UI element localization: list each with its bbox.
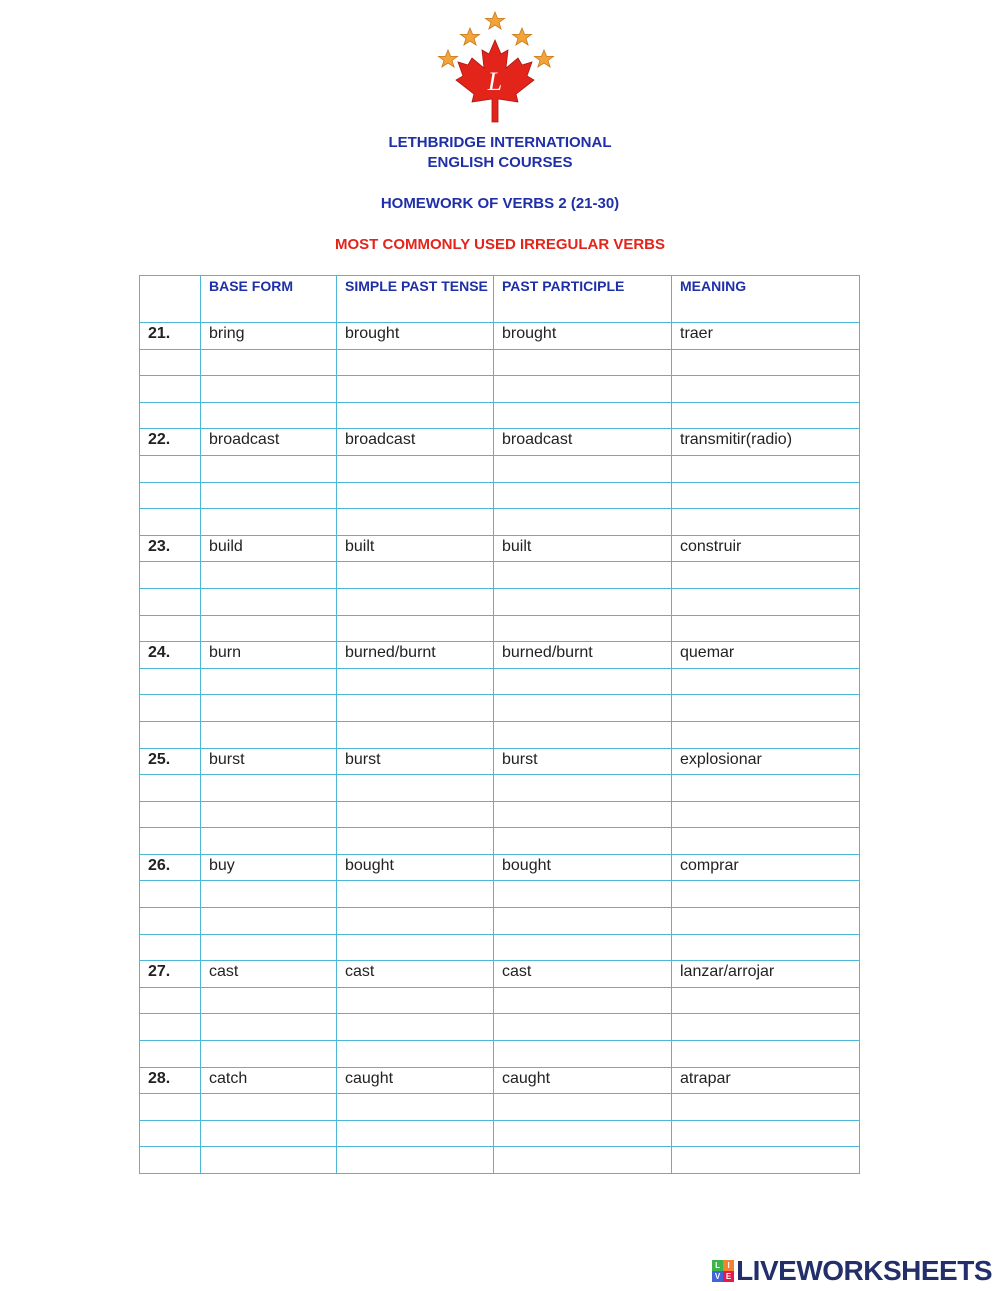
star-icon [535,50,554,67]
blank-cell[interactable] [337,881,494,908]
school-name [0,133,1000,173]
column-header-past-participle: PAST PARTICIPLE [494,276,672,323]
blank-cell[interactable] [494,828,672,855]
blank-cell[interactable] [337,588,494,615]
blank-cell[interactable] [201,801,337,828]
blank-cell[interactable] [337,482,494,509]
blank-cell [140,1120,201,1147]
table-row [140,854,860,881]
table-row [140,535,860,562]
column-header-base-form: BASE FORM [201,276,337,323]
blank-cell [140,1094,201,1121]
blank-cell[interactable] [672,775,860,802]
school-name-line2: ENGLISH COURSES [427,154,573,171]
blank-cell[interactable] [337,402,494,429]
blank-cell[interactable] [201,775,337,802]
blank-cell[interactable] [201,588,337,615]
blank-cell[interactable] [672,455,860,482]
blank-writing-row [140,455,860,482]
blank-cell[interactable] [201,828,337,855]
meaning-cell: lanzar/arrojar [672,961,860,988]
blank-cell[interactable] [201,482,337,509]
simple-past-cell: caught [337,1067,494,1094]
verb-number: 23. [140,535,201,562]
blank-writing-row [140,668,860,695]
blank-cell[interactable] [672,615,860,642]
blank-writing-row [140,828,860,855]
meaning-cell: traer [672,323,860,350]
simple-past-cell: bought [337,854,494,881]
star-icon [513,28,532,45]
badge-letter: I [723,1260,734,1271]
base-form-cell: burn [201,642,337,669]
blank-cell[interactable] [201,1094,337,1121]
badge-letter: L [712,1260,723,1271]
past-participle-cell: built [494,535,672,562]
liveworksheets-text: LIVEWORKSHEETS [736,1255,992,1286]
blank-cell[interactable] [337,1147,494,1174]
blank-cell [140,588,201,615]
blank-writing-row [140,881,860,908]
blank-cell[interactable] [337,908,494,935]
blank-cell[interactable] [201,934,337,961]
past-participle-cell: caught [494,1067,672,1094]
blank-cell[interactable] [672,402,860,429]
blank-cell[interactable] [337,615,494,642]
blank-cell[interactable] [672,801,860,828]
blank-cell[interactable] [672,509,860,536]
blank-cell [140,987,201,1014]
blank-cell[interactable] [494,1041,672,1068]
blank-cell[interactable] [494,1147,672,1174]
blank-writing-row [140,721,860,748]
simple-past-cell: burst [337,748,494,775]
past-participle-cell: bought [494,854,672,881]
meaning-cell: comprar [672,854,860,881]
blank-cell[interactable] [201,615,337,642]
meaning-cell: transmitir(radio) [672,429,860,456]
blank-cell [140,376,201,403]
table-row [140,642,860,669]
blank-cell [140,562,201,589]
liveworksheets-badge-icon [712,1260,734,1282]
homework-title: HOMEWORK OF VERBS 2 (21-30) [380,195,620,212]
table-row [140,748,860,775]
blank-cell[interactable] [201,695,337,722]
blank-cell[interactable] [672,349,860,376]
verb-number: 24. [140,642,201,669]
logo-letter: L [487,67,503,96]
blank-cell[interactable] [494,349,672,376]
blank-cell[interactable] [494,695,672,722]
blank-writing-row [140,562,860,589]
blank-cell[interactable] [672,562,860,589]
blank-writing-row [140,615,860,642]
blank-writing-row [140,1041,860,1068]
column-header-simple-past: SIMPLE PAST TENSE [337,276,494,323]
blank-cell [140,695,201,722]
blank-cell[interactable] [201,1014,337,1041]
blank-cell[interactable] [337,695,494,722]
blank-cell[interactable] [201,402,337,429]
blank-cell[interactable] [672,376,860,403]
blank-cell[interactable] [672,1120,860,1147]
simple-past-cell: cast [337,961,494,988]
past-participle-cell: burst [494,748,672,775]
blank-cell[interactable] [494,615,672,642]
base-form-cell: burst [201,748,337,775]
blank-cell[interactable] [672,695,860,722]
blank-cell[interactable] [672,1014,860,1041]
blank-cell[interactable] [201,1041,337,1068]
past-participle-cell: broadcast [494,429,672,456]
blank-cell[interactable] [201,349,337,376]
blank-cell[interactable] [672,1041,860,1068]
blank-cell [140,828,201,855]
blank-cell[interactable] [337,455,494,482]
blank-cell[interactable] [337,562,494,589]
meaning-cell: atrapar [672,1067,860,1094]
blank-cell [140,934,201,961]
table-header-row [140,276,860,323]
blank-cell[interactable] [337,1041,494,1068]
blank-cell[interactable] [337,1094,494,1121]
blank-cell[interactable] [337,987,494,1014]
blank-cell [140,881,201,908]
blank-writing-row [140,1120,860,1147]
blank-cell[interactable] [201,668,337,695]
simple-past-cell: brought [337,323,494,350]
blank-cell[interactable] [494,801,672,828]
verb-number: 21. [140,323,201,350]
blank-cell [140,721,201,748]
base-form-cell: catch [201,1067,337,1094]
simple-past-cell: broadcast [337,429,494,456]
blank-cell[interactable] [337,349,494,376]
blank-cell[interactable] [494,1094,672,1121]
base-form-cell: cast [201,961,337,988]
blank-cell [140,615,201,642]
blank-writing-row [140,482,860,509]
blank-writing-row [140,1147,860,1174]
blank-cell [140,482,201,509]
blank-writing-row [140,402,860,429]
verb-number: 22. [140,429,201,456]
blank-cell[interactable] [494,987,672,1014]
blank-cell [140,402,201,429]
blank-cell[interactable] [672,721,860,748]
meaning-cell: construir [672,535,860,562]
blank-cell[interactable] [494,455,672,482]
blank-cell [140,455,201,482]
past-participle-cell: brought [494,323,672,350]
base-form-cell: broadcast [201,429,337,456]
blank-cell[interactable] [672,482,860,509]
blank-cell[interactable] [494,934,672,961]
blank-cell[interactable] [672,1094,860,1121]
blank-cell[interactable] [201,1147,337,1174]
blank-writing-row [140,908,860,935]
blank-cell [140,668,201,695]
blank-cell[interactable] [494,376,672,403]
blank-writing-row [140,695,860,722]
blank-cell[interactable] [494,881,672,908]
table-row [140,429,860,456]
blank-writing-row [140,987,860,1014]
blank-writing-row [140,588,860,615]
blank-cell[interactable] [337,775,494,802]
blank-cell[interactable] [672,881,860,908]
blank-cell[interactable] [337,721,494,748]
blank-cell[interactable] [494,588,672,615]
blank-cell[interactable] [672,987,860,1014]
blank-cell[interactable] [201,509,337,536]
table-row [140,1067,860,1094]
blank-writing-row [140,349,860,376]
blank-writing-row [140,509,860,536]
simple-past-cell: built [337,535,494,562]
blank-cell[interactable] [201,881,337,908]
blank-cell[interactable] [201,987,337,1014]
blank-cell[interactable] [201,1120,337,1147]
blank-cell [140,509,201,536]
star-icon [439,50,458,67]
blank-cell [140,1147,201,1174]
meaning-cell: explosionar [672,748,860,775]
blank-cell[interactable] [494,908,672,935]
blank-cell[interactable] [494,402,672,429]
verb-number: 26. [140,854,201,881]
blank-writing-row [140,801,860,828]
past-participle-cell: cast [494,961,672,988]
blank-cell[interactable] [337,509,494,536]
verbs-table-body [140,323,860,1174]
blank-cell[interactable] [672,668,860,695]
table-row [140,323,860,350]
blank-cell[interactable] [201,376,337,403]
blank-cell[interactable] [337,1014,494,1041]
worksheet-subtitle: MOST COMMONLY USED IRREGULAR VERBS [334,236,666,253]
blank-writing-row [140,775,860,802]
blank-cell[interactable] [494,1120,672,1147]
blank-cell[interactable] [494,775,672,802]
blank-cell[interactable] [494,668,672,695]
blank-writing-row [140,376,860,403]
blank-cell [140,1014,201,1041]
blank-cell[interactable] [672,908,860,935]
base-form-cell: buy [201,854,337,881]
blank-cell[interactable] [672,828,860,855]
blank-cell[interactable] [494,562,672,589]
liveworksheets-watermark [712,1256,992,1286]
blank-cell [140,1041,201,1068]
blank-cell[interactable] [672,1147,860,1174]
blank-cell[interactable] [201,721,337,748]
verbs-table [139,275,860,1174]
blank-writing-row [140,1094,860,1121]
verb-number: 28. [140,1067,201,1094]
blank-cell[interactable] [337,1120,494,1147]
blank-cell[interactable] [337,668,494,695]
blank-cell[interactable] [337,828,494,855]
blank-cell[interactable] [494,721,672,748]
maple-leaf-logo [430,10,560,130]
blank-cell[interactable] [201,455,337,482]
blank-cell[interactable] [494,1014,672,1041]
blank-writing-row [140,934,860,961]
blank-cell[interactable] [494,482,672,509]
simple-past-cell: burned/burnt [337,642,494,669]
blank-cell[interactable] [337,376,494,403]
verb-number: 27. [140,961,201,988]
badge-letter: E [723,1271,734,1282]
blank-cell[interactable] [337,801,494,828]
base-form-cell: build [201,535,337,562]
column-header-meaning: MEANING [672,276,860,323]
column-header-number [140,276,201,323]
blank-cell[interactable] [337,934,494,961]
blank-writing-row [140,1014,860,1041]
verb-number: 25. [140,748,201,775]
school-name-line1: LETHBRIDGE INTERNATIONAL [388,134,612,151]
badge-letter: V [712,1271,723,1282]
blank-cell[interactable] [672,934,860,961]
meaning-cell: quemar [672,642,860,669]
blank-cell [140,349,201,376]
blank-cell[interactable] [201,908,337,935]
blank-cell[interactable] [672,588,860,615]
base-form-cell: bring [201,323,337,350]
star-icon [486,12,505,29]
blank-cell [140,775,201,802]
table-row [140,961,860,988]
blank-cell[interactable] [494,509,672,536]
blank-cell [140,908,201,935]
blank-cell [140,801,201,828]
blank-cell[interactable] [201,562,337,589]
past-participle-cell: burned/burnt [494,642,672,669]
star-icon [461,28,480,45]
